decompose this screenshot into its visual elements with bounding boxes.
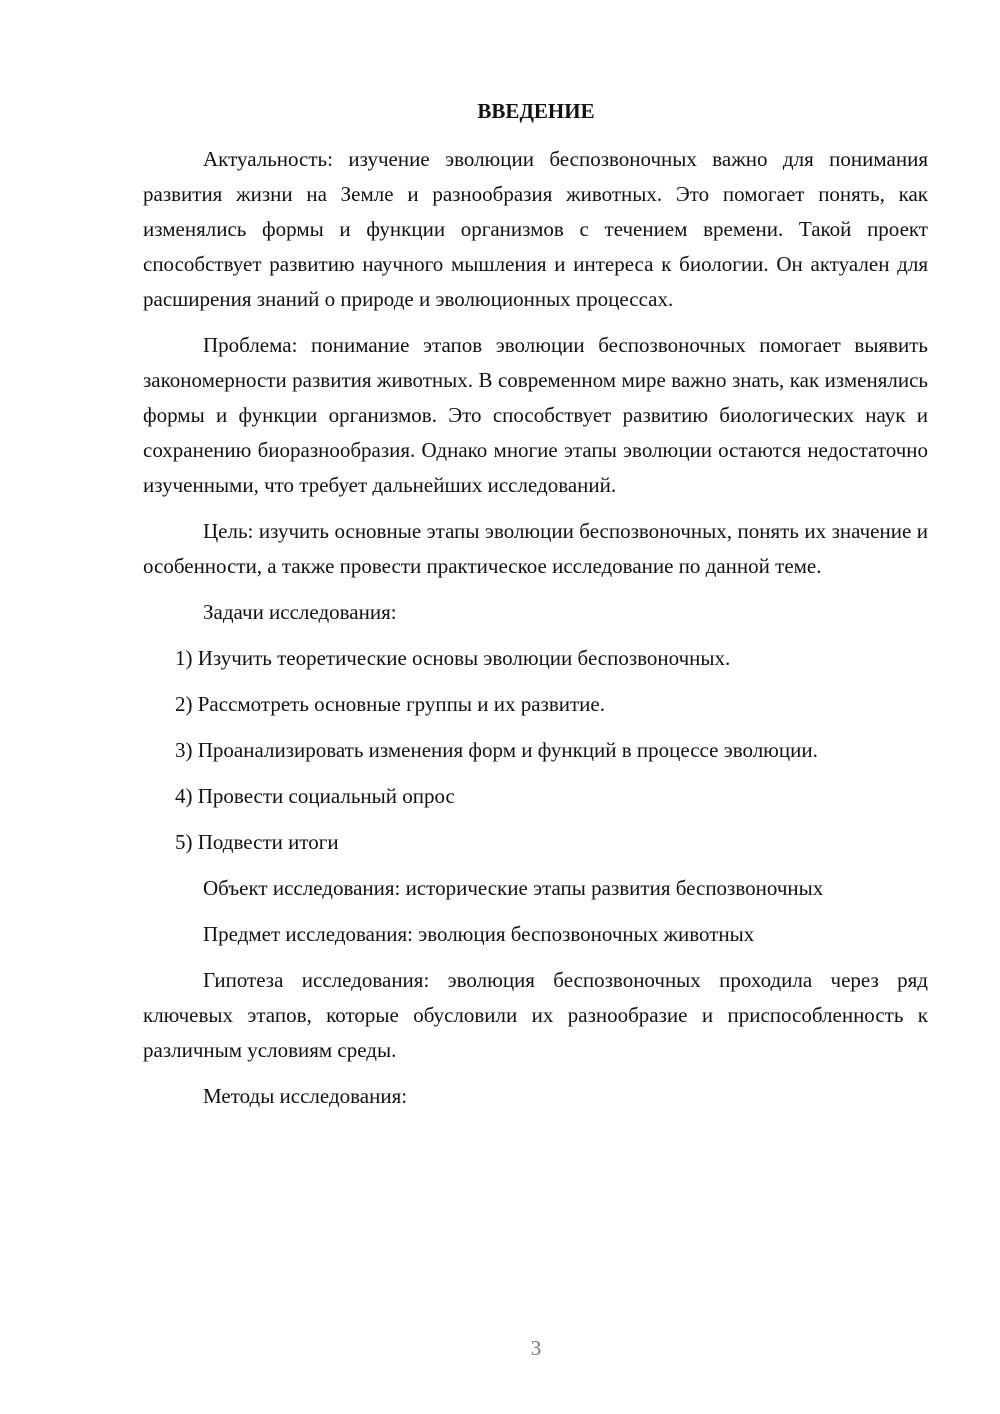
- task-item: 4) Провести социальный опрос: [175, 784, 455, 808]
- paragraph-object: Объект исследования: исторические этапы развития беспозвоночных: [203, 876, 824, 900]
- task-item: 3) Проанализировать изменения форм и функций в процессе эволюции.: [175, 738, 818, 762]
- task-item: 2) Рассмотреть основные группы и их развитие.: [175, 692, 605, 716]
- paragraph-relevance: Актуальность: изучение эволюции беспозвоночных важно для понимания развития жизни на Земле и разнообразия животных. Это помогает понять, как изменялись формы и функции организмов с течением времени. Такой проект способствует развитию научного мышления и интереса к биологии. Он актуален для расширения знаний о природе и эволюционных процессах.: [143, 147, 928, 311]
- task-item: 5) Подвести итоги: [175, 830, 339, 854]
- page-number: 3: [530, 1336, 542, 1360]
- paragraph-subject: Предмет исследования: эволюция беспозвоночных животных: [203, 922, 755, 946]
- task-item: 1) Изучить теоретические основы эволюции беспозвоночных.: [175, 646, 731, 670]
- page-heading: ВВЕДЕНИЕ: [477, 99, 595, 123]
- body-text: [143, 142, 928, 1114]
- paragraph-hypothesis: Гипотеза исследования: эволюция беспозвоночных проходила через ряд ключевых этапов, которые обусловили их разнообразие и приспособленность к различным условиям среды.: [143, 968, 928, 1062]
- paragraph-tasks-title: Задачи исследования:: [203, 600, 397, 624]
- paragraph-problem: Проблема: понимание этапов эволюции беспозвоночных помогает выявить закономерности развития животных. В современном мире важно знать, как изменялись формы и функции организмов. Это способствует развитию биологических наук и сохранению биоразнообразия. Однако многие этапы эволюции остаются недостаточно изученными, что требует дальнейших исследований.: [143, 333, 928, 497]
- paragraph-goal: Цель: изучить основные этапы эволюции беспозвоночных, понять их значение и особенности, а также провести практическое исследование по данной теме.: [143, 519, 928, 578]
- paragraph-methods: Методы исследования:: [203, 1084, 408, 1108]
